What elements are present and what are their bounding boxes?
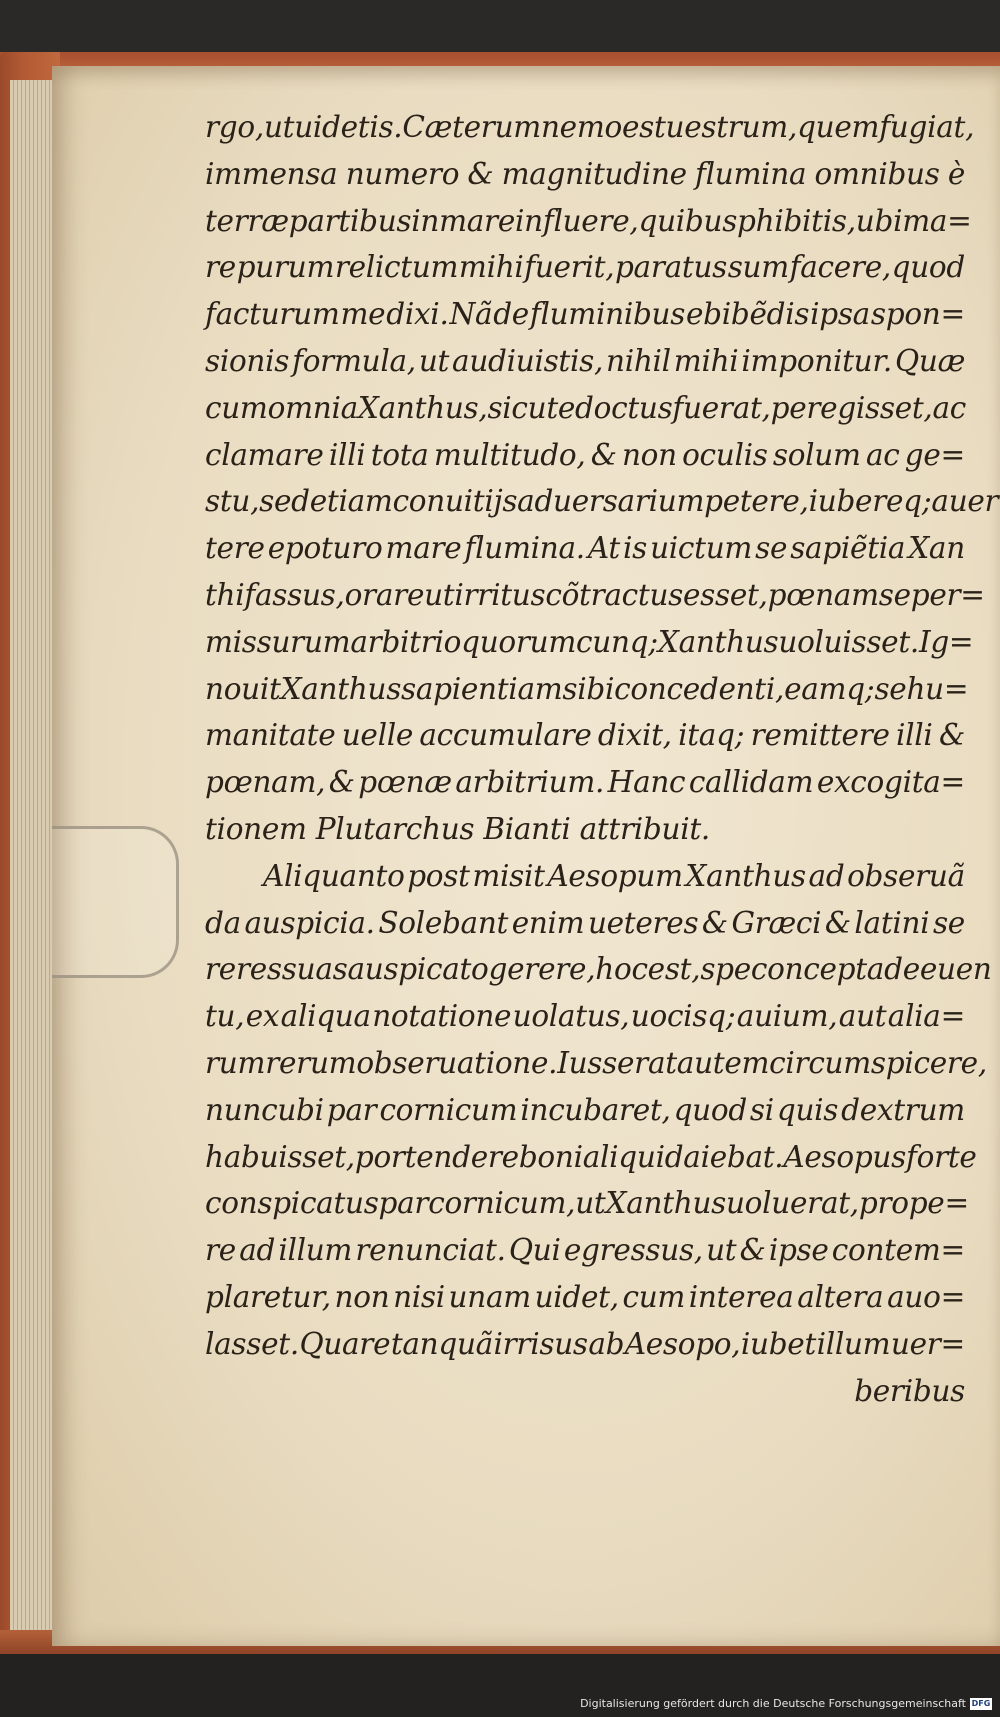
word: imponitur. xyxy=(741,343,893,378)
word: Aesopum xyxy=(547,858,683,893)
word: rum xyxy=(205,1045,266,1080)
text-line xyxy=(205,1040,987,1087)
word: ad xyxy=(239,1233,276,1268)
word: se xyxy=(874,671,907,706)
word: Hanc xyxy=(607,765,686,800)
text-line xyxy=(205,853,965,900)
word: mare xyxy=(439,203,516,238)
word: arbitrium. xyxy=(455,765,605,800)
word: res xyxy=(235,952,282,987)
word: omnibus xyxy=(814,156,940,191)
word: plaretur, xyxy=(205,1279,331,1314)
word: aliquid xyxy=(582,1139,684,1174)
word: ut xyxy=(424,577,455,612)
word: multitudo, xyxy=(433,437,586,472)
word: irrisus xyxy=(493,1326,588,1361)
word: quibus xyxy=(638,203,738,238)
word: Xanthus xyxy=(280,671,402,706)
word: unam xyxy=(448,1279,531,1314)
word: mihi xyxy=(673,343,739,378)
word: eamq; xyxy=(784,671,875,706)
text-line xyxy=(205,1087,965,1134)
word: per= xyxy=(910,577,985,612)
word: boni xyxy=(518,1139,583,1174)
word: auer xyxy=(931,484,999,519)
word: se xyxy=(878,577,911,612)
word: contem= xyxy=(831,1233,965,1268)
word: tota xyxy=(370,437,429,472)
word: illi xyxy=(328,437,366,472)
text-line xyxy=(205,151,965,198)
word: aut xyxy=(838,999,887,1034)
word: orare xyxy=(344,577,425,612)
word: dixit, xyxy=(597,718,672,753)
credit-text: Digitalisierung gefördert durch die Deutsche Forschungsgemeinschaft xyxy=(580,1697,966,1710)
text-line xyxy=(205,900,965,947)
word: est, xyxy=(647,952,701,987)
text-line xyxy=(205,1321,965,1368)
text-line xyxy=(205,385,965,432)
word: cum xyxy=(622,1279,686,1314)
word: omnia xyxy=(267,390,358,425)
word: is xyxy=(623,531,648,566)
word: & xyxy=(328,765,355,800)
word: auspicia. xyxy=(244,905,375,940)
word: & xyxy=(938,718,965,753)
word: cornicum xyxy=(379,1092,518,1127)
word: post xyxy=(407,858,470,893)
word: obseruã xyxy=(847,858,965,893)
word: par xyxy=(326,1092,377,1127)
digitization-credit xyxy=(580,1697,992,1710)
word: ebibẽdis xyxy=(686,297,810,332)
word: spe xyxy=(700,952,751,987)
word: Xanthus xyxy=(685,858,806,893)
word: auspicato xyxy=(347,952,489,987)
word: egressus, xyxy=(563,1233,703,1268)
word: ueteres xyxy=(587,905,699,940)
word: Aesopo, xyxy=(624,1326,741,1361)
word: suas xyxy=(281,952,348,987)
word: tu, xyxy=(205,999,245,1034)
word: portendere xyxy=(354,1139,519,1174)
text-line xyxy=(205,1227,965,1274)
word: aduersarium xyxy=(517,484,705,519)
word: se xyxy=(932,905,965,940)
word: de xyxy=(884,952,920,987)
word: ab xyxy=(588,1326,625,1361)
word: habuisset, xyxy=(205,1139,355,1174)
word: fassus, xyxy=(244,577,345,612)
word: illi xyxy=(896,718,933,753)
word: notatione xyxy=(372,999,512,1034)
word: ipse xyxy=(768,1233,829,1268)
word: rerum xyxy=(265,1045,357,1080)
word: uoluisset. xyxy=(778,624,919,659)
word: sum xyxy=(727,250,789,285)
word: alia= xyxy=(887,999,965,1034)
word: Xanthus xyxy=(657,624,779,659)
word: conspicatus xyxy=(205,1186,379,1221)
word: cornicum, xyxy=(428,1186,576,1221)
word: Quæ xyxy=(894,343,965,378)
word: nuncubi xyxy=(205,1092,324,1127)
word: peregisset, xyxy=(770,390,933,425)
word: interea xyxy=(688,1279,794,1314)
word: terræ xyxy=(205,203,289,238)
word: ubi xyxy=(855,203,903,238)
word: Solebant xyxy=(378,905,509,940)
word: auo= xyxy=(887,1279,965,1314)
text-line xyxy=(205,946,992,993)
word: nouit xyxy=(205,671,281,706)
word: non xyxy=(334,1279,390,1314)
word: uelle xyxy=(341,718,414,753)
word: quod xyxy=(891,250,965,285)
text-line xyxy=(205,1274,965,1321)
catchword: beribus xyxy=(854,1373,965,1408)
word: uidet, xyxy=(534,1279,619,1314)
word: remittere xyxy=(750,718,890,753)
word: ut xyxy=(706,1233,737,1268)
word: incubaret, xyxy=(520,1092,671,1127)
word: ad xyxy=(808,858,845,893)
word: pœnam xyxy=(767,577,879,612)
word: Iusserat xyxy=(557,1045,677,1080)
word: Ig= xyxy=(918,624,974,659)
word: Qui xyxy=(508,1233,561,1268)
word: pœnæ xyxy=(358,765,452,800)
word: mare xyxy=(385,531,462,566)
word: me xyxy=(340,297,386,332)
text-line xyxy=(205,712,965,759)
word: solum xyxy=(772,437,861,472)
word: sapiẽtia xyxy=(790,531,906,566)
word: dextrum xyxy=(841,1092,965,1127)
text-line xyxy=(205,666,969,713)
word: nihil xyxy=(606,343,671,378)
word: ge= xyxy=(904,437,965,472)
word: Aesopus xyxy=(783,1139,906,1174)
word: si xyxy=(749,1092,774,1127)
word: auium, xyxy=(736,999,838,1034)
word: uestrum, xyxy=(665,110,798,144)
word: Xan xyxy=(908,531,965,566)
word: non xyxy=(621,437,677,472)
word: purum xyxy=(236,250,335,285)
word: illum xyxy=(816,1326,891,1361)
word: uoluerat, xyxy=(725,1186,859,1221)
word: ma= xyxy=(902,203,972,238)
word: Aliquanto xyxy=(263,858,405,893)
word: tere xyxy=(205,531,265,566)
word: flumina xyxy=(695,156,807,191)
word: At xyxy=(587,531,620,566)
word: rgo, xyxy=(205,110,264,144)
word: & xyxy=(467,156,494,191)
word: hu= xyxy=(906,671,969,706)
word: callidam xyxy=(688,765,814,800)
word: uer= xyxy=(890,1326,965,1361)
word: uolatus, xyxy=(512,999,630,1034)
word: concedenti, xyxy=(614,671,785,706)
word: itaq; xyxy=(678,718,745,753)
text-line xyxy=(205,993,965,1040)
page-text xyxy=(205,104,999,1414)
word: mihi xyxy=(458,250,524,285)
word: oculis xyxy=(682,437,768,472)
word: renunciat. xyxy=(355,1233,506,1268)
word: stu, xyxy=(205,484,260,519)
word: audiuistis, xyxy=(452,343,604,378)
word: Græci xyxy=(731,905,822,940)
word: obseruatione. xyxy=(356,1045,558,1080)
word: facturum xyxy=(205,297,340,332)
word: lasset. xyxy=(205,1326,299,1361)
word: edoctus xyxy=(557,390,673,425)
word: accumulare xyxy=(419,718,592,753)
word: quis xyxy=(776,1092,839,1127)
text-line: tionem Plutarchus Bianti attribuit. xyxy=(205,811,710,846)
word: dixi. xyxy=(386,297,449,332)
word: se xyxy=(755,531,788,566)
word: facere, xyxy=(789,250,891,285)
word: conuitijs xyxy=(392,484,518,519)
word: flumina. xyxy=(464,531,585,566)
word: sicut xyxy=(487,390,558,425)
word: thi xyxy=(205,577,245,612)
text-line xyxy=(205,198,972,245)
word: ipsa xyxy=(810,297,870,332)
word: cum xyxy=(205,390,268,425)
word: immensa xyxy=(205,156,338,191)
word: & xyxy=(590,437,617,472)
word: de xyxy=(493,297,529,332)
word: Nã xyxy=(449,297,493,332)
word: paratus xyxy=(614,250,728,285)
word: Cæterum xyxy=(402,110,541,144)
word: nisi xyxy=(393,1279,445,1314)
text-line xyxy=(205,432,965,479)
word: etiam xyxy=(309,484,393,519)
word: esset, xyxy=(683,577,768,612)
text-line xyxy=(205,572,985,619)
word: re xyxy=(205,1233,236,1268)
word: irritus xyxy=(454,577,546,612)
word: Quare xyxy=(299,1326,391,1361)
text-line xyxy=(205,338,965,385)
word: concepta xyxy=(750,952,885,987)
word: cõtractus xyxy=(545,577,683,612)
text-line xyxy=(205,244,965,291)
word: ut xyxy=(418,343,450,378)
word: ut xyxy=(575,1186,606,1221)
text-line xyxy=(205,619,974,666)
word: gerere, xyxy=(488,952,596,987)
word: iubereq; xyxy=(808,484,932,519)
word: Xanthus, xyxy=(357,390,488,425)
word: re xyxy=(205,952,236,987)
word: ac xyxy=(865,437,900,472)
word: quod xyxy=(673,1092,747,1127)
word: & xyxy=(701,905,728,940)
word: & xyxy=(739,1233,766,1268)
word: fuerat, xyxy=(672,390,771,425)
word: iubet xyxy=(740,1326,817,1361)
word: formula, xyxy=(292,343,416,378)
word: relictum xyxy=(334,250,459,285)
word: forte xyxy=(905,1139,977,1174)
word: est xyxy=(621,110,666,144)
text-line xyxy=(205,478,999,525)
word: fluminibus xyxy=(529,297,686,332)
word: illum xyxy=(278,1233,353,1268)
word: sionis xyxy=(205,343,290,378)
text-line xyxy=(205,1134,977,1181)
word: excogita= xyxy=(816,765,965,800)
text-line xyxy=(205,1180,969,1227)
page-holder-clip xyxy=(52,826,179,978)
word: epoturo xyxy=(267,531,383,566)
word: fuerit, xyxy=(524,250,615,285)
word: magnitudine xyxy=(501,156,687,191)
text-line xyxy=(205,291,965,338)
word: par xyxy=(378,1186,429,1221)
word: manitate xyxy=(205,718,336,753)
word: pœnam, xyxy=(205,765,326,800)
word: spon= xyxy=(870,297,965,332)
text-line xyxy=(205,525,965,572)
word: aliqua xyxy=(280,999,371,1034)
word: uocisq; xyxy=(630,999,736,1034)
word: numero xyxy=(345,156,460,191)
word: uictum xyxy=(650,531,753,566)
word: in xyxy=(411,203,440,238)
word: arbitrio xyxy=(350,624,462,659)
word: influere, xyxy=(515,203,639,238)
word: quorumcunq; xyxy=(461,624,658,659)
text-line xyxy=(205,759,965,806)
word: tanquã xyxy=(390,1326,493,1361)
text-line xyxy=(205,104,975,151)
word: latini xyxy=(854,905,930,940)
word: partibus xyxy=(288,203,412,238)
word: è xyxy=(947,156,965,191)
word: uidetis. xyxy=(294,110,403,144)
word: ex xyxy=(245,999,280,1034)
word: euen xyxy=(919,952,992,987)
word: enim xyxy=(511,905,585,940)
word: ac xyxy=(932,390,967,425)
word: petere, xyxy=(704,484,809,519)
word: autem xyxy=(676,1045,770,1080)
word: phibitis, xyxy=(737,203,856,238)
word: circumspicere, xyxy=(769,1045,987,1080)
word: nemo xyxy=(540,110,622,144)
word: aiebat. xyxy=(683,1139,784,1174)
word: hoc xyxy=(595,952,648,987)
word: Xanthus xyxy=(605,1186,726,1221)
word: fugiat, xyxy=(879,110,975,144)
word: sibi xyxy=(562,671,615,706)
word: sed xyxy=(259,484,310,519)
word: re xyxy=(205,250,236,285)
word: prope= xyxy=(858,1186,969,1221)
dfg-logo-icon: DFG xyxy=(971,1698,991,1708)
word: & xyxy=(824,905,851,940)
word: altera xyxy=(797,1279,884,1314)
word: misit xyxy=(472,858,545,893)
word: da xyxy=(205,905,241,940)
word: missurum xyxy=(205,624,351,659)
word: clamare xyxy=(205,437,324,472)
word: ut xyxy=(263,110,295,144)
word: sapientiam xyxy=(401,671,563,706)
word: quem xyxy=(797,110,880,144)
